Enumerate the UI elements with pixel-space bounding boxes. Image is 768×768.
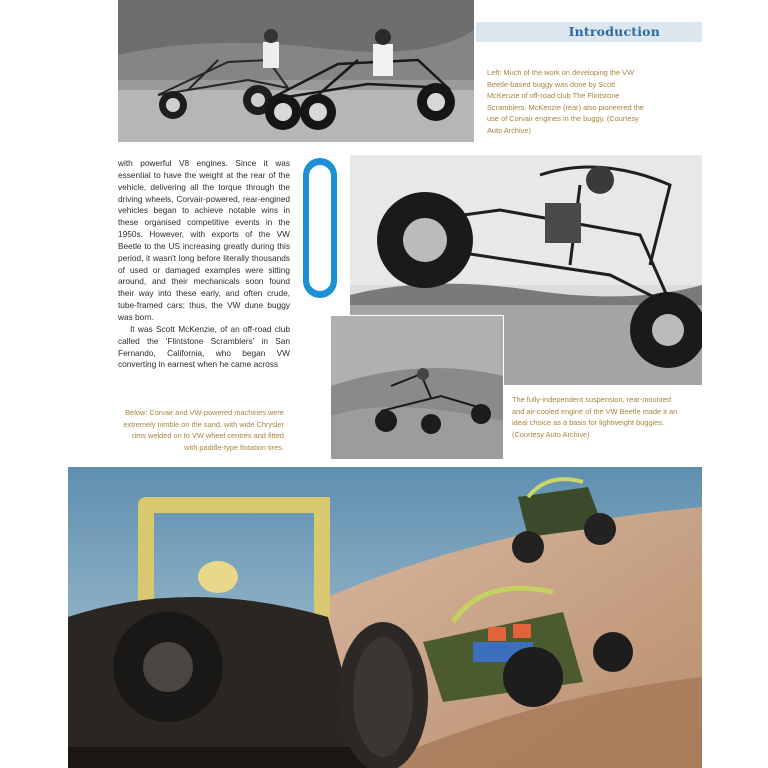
caption-left: Left: Much of the work on developing the VW Beetle-based buggy was done by Scott McKenzie of off-road club The Flintstone Scramblers. McKenzie (rear) also pioneered the use of Corvair engines in the buggy. (Courtesy Auto Archive) (487, 68, 644, 135)
section-title: Introduction (568, 24, 660, 39)
photo-dune-buggies-color (68, 467, 702, 768)
caption-below: Below: Corvair and VW-powered machines were extremely nimble on the sand, with wide Chrysler rims welded on to VW wheel centres and fitted with paddle-type flotation tires. (123, 408, 284, 452)
caption-right: The fully-independent suspension, rear-mounted and air-cooled engine of the VW Beetle made it an ideal choice as a basis for lightweight buggies. (Courtesy Auto Archive) (512, 395, 678, 439)
decorative-pill (303, 158, 337, 298)
body-paragraph: It was Scott McKenzie, of an off-road club called the 'Flintstone Scramblers' in San Fernando, California, who began VW converting in earnest when he came across (118, 323, 290, 370)
photo-sand-buggy (330, 315, 504, 460)
body-text (118, 158, 290, 371)
photo-early-buggies (118, 0, 474, 142)
body-paragraph: with powerful V8 engines. Since it was essential to have the weight at the rear of the vehicle, delivering all the torque through the driving wheels, Corvair-powered, rear-engined vehicles began to achieve notable wins in these organised competitive events in the 1950s. However, with exports of the VW Beetle to the US increasing greatly during this period, it wasn't long before literally thousands of used or damaged examples were sitting around, and their mechanicals soon found their way into these early, and often crude, tube-framed cars; thus, the VW dune buggy was born. (118, 158, 290, 322)
section-heading-band (476, 22, 702, 42)
